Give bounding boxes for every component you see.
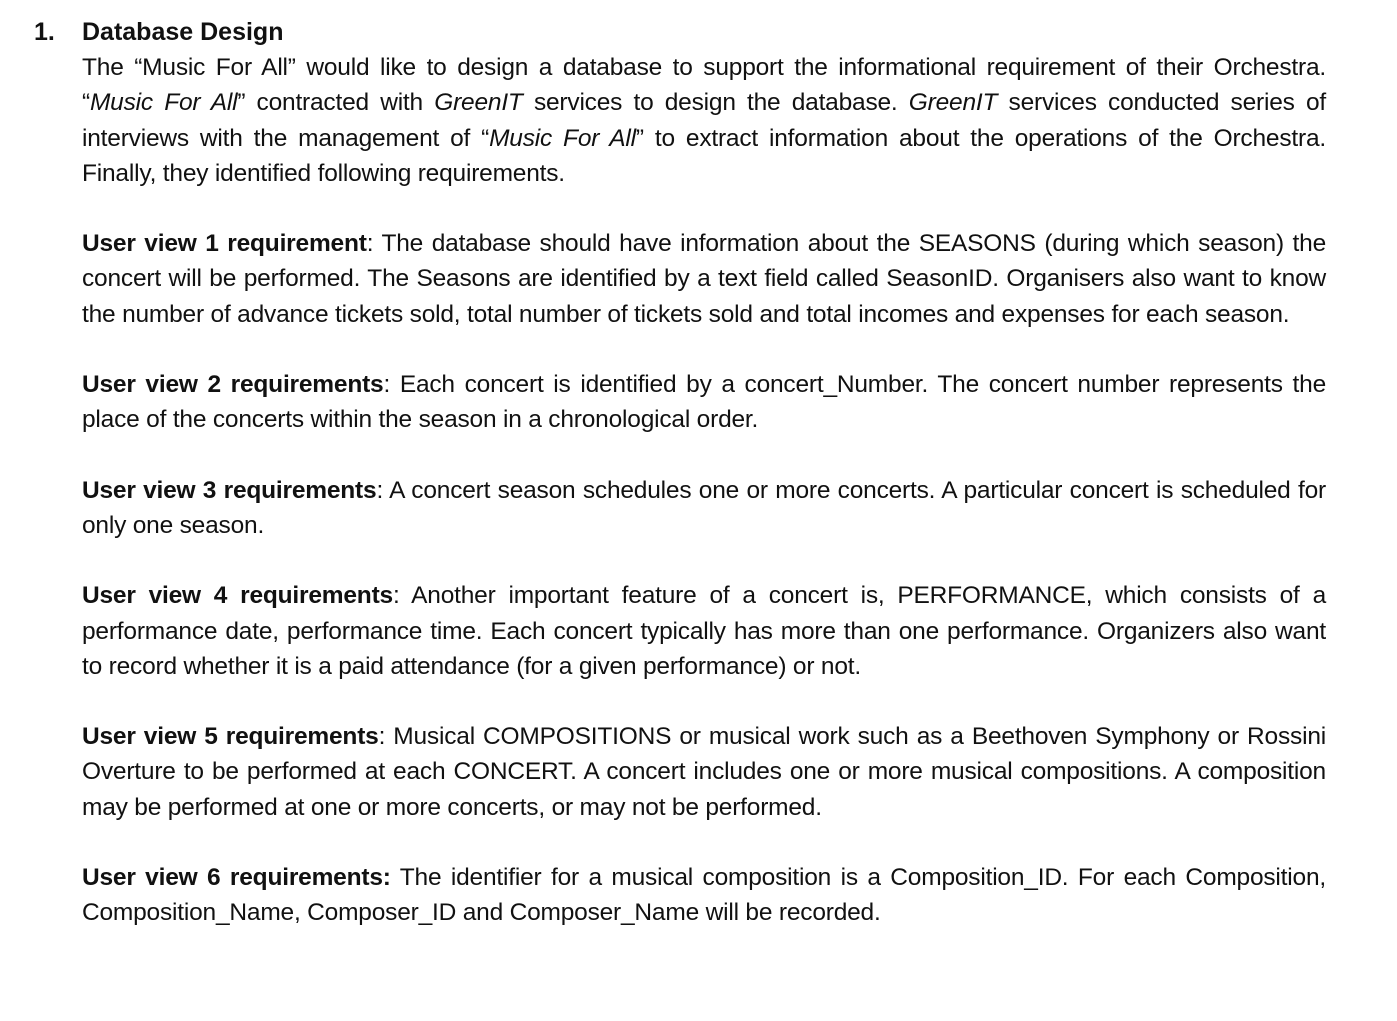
requirement-2-paragraph xyxy=(82,367,1326,438)
intro-italic-3: GreenIT xyxy=(908,89,998,117)
intro-text-2: ” contracted with xyxy=(237,89,435,117)
requirement-2-label: User view 2 requirements xyxy=(82,371,384,399)
intro-text-4: services conducted series of interviews with the management of “ xyxy=(82,89,1326,152)
section-content xyxy=(82,50,1326,931)
section-title: Database Design xyxy=(82,18,284,46)
paragraph-gap xyxy=(82,438,1326,473)
requirement-5-text: : Musical COMPOSITIONS or musical work such as a Beethoven Symphony or Rossini Overture to be performed at each CONCERT. A concert includes one or more musical compositions. A composition may be performed at one or more concerts, or may not be performed. xyxy=(82,723,1326,821)
requirement-3-paragraph xyxy=(82,473,1326,544)
intro-paragraph xyxy=(82,50,1326,191)
requirement-5-paragraph xyxy=(82,719,1326,825)
requirement-2-text: : Each concert is identified by a concert_Number. The concert number represents the place of the concerts within the season in a chronological order. xyxy=(82,371,1326,434)
requirement-1-paragraph xyxy=(82,226,1326,332)
requirement-1-label: User view 1 requirement xyxy=(82,230,367,258)
paragraph-gap xyxy=(82,191,1326,226)
intro-text-3: services to design the database. xyxy=(522,89,909,117)
paragraph-gap xyxy=(82,543,1326,578)
requirement-6-paragraph xyxy=(82,860,1326,931)
requirement-6-text: The identifier for a musical composition is a Composition_ID. For each Composition, Composition_Name, Composer_ID and Composer_Name will be recorded. xyxy=(82,864,1326,927)
requirement-4-paragraph xyxy=(82,578,1326,684)
requirement-3-text: : A concert season schedules one or more concerts. A particular concert is scheduled for only one season. xyxy=(82,476,1326,539)
requirement-4-text: : Another important feature of a concert is, PERFORMANCE, which consists of a performance date, performance time. Each concert typically has more than one performance. Organizers also want to record whether it is a paid attendance (for a given performance) or not. xyxy=(82,582,1326,680)
section-number: 1. xyxy=(34,18,55,46)
intro-italic-2: GreenIT xyxy=(434,89,523,117)
requirement-3-label: User view 3 requirements xyxy=(82,476,377,504)
requirement-1-text: : The database should have information about the SEASONS (during which season) the concert will be performed. The Seasons are identified by a text field called SeasonID. Organisers also want to know the number of advance tickets sold, total number of tickets sold and total incomes and expenses for each season. xyxy=(82,230,1327,328)
requirement-4-label: User view 4 requirements xyxy=(82,582,393,610)
paragraph-gap xyxy=(82,684,1326,719)
intro-italic-4: Music For All xyxy=(489,124,636,152)
section-database-design xyxy=(34,14,1334,931)
intro-text-5: ” to extract information about the operations of the Orchestra. Finally, they identified following requirements. xyxy=(82,124,1326,187)
paragraph-gap xyxy=(82,825,1326,860)
intro-italic-1: Music For All xyxy=(89,89,238,117)
requirement-5-label: User view 5 requirements xyxy=(82,723,379,751)
paragraph-gap xyxy=(82,332,1326,367)
section-heading xyxy=(34,14,1334,50)
requirement-6-label: User view 6 requirements: xyxy=(82,864,391,892)
intro-text-1: The “Music For All” would like to design a database to support the informational requirement of their Orchestra. “ xyxy=(82,54,1326,117)
